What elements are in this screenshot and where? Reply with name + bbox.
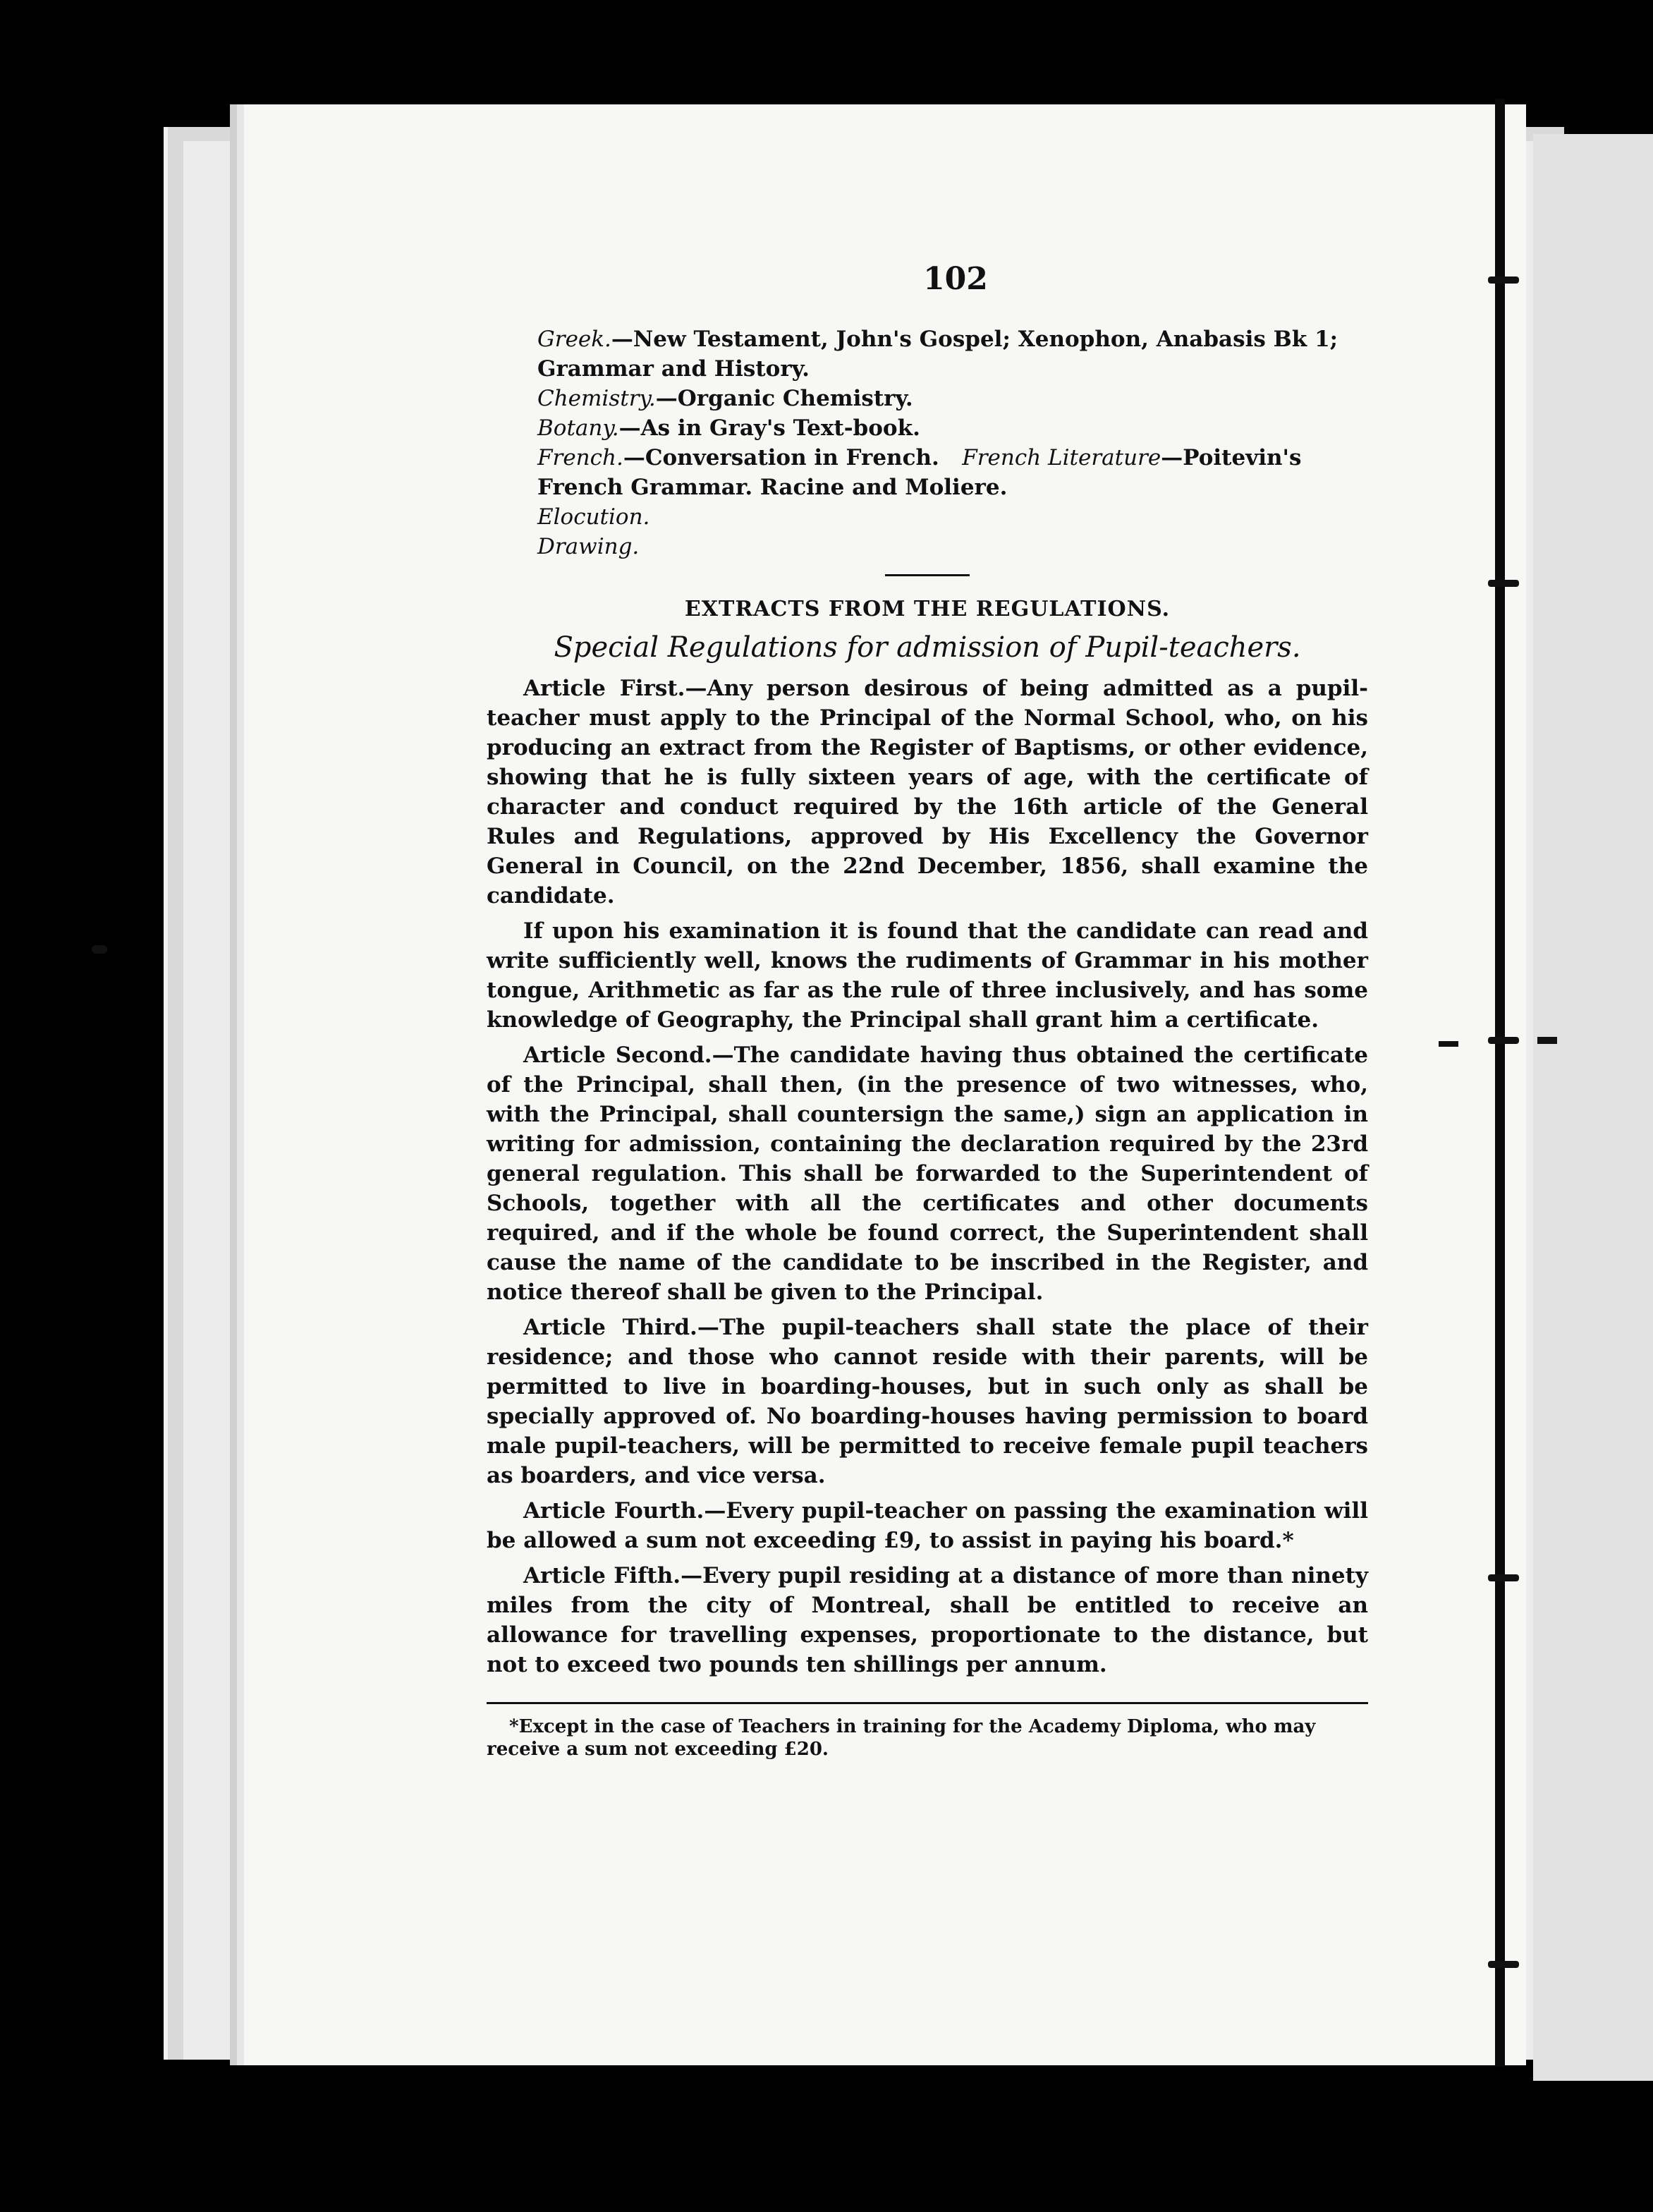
article-fifth: Article Fifth.—Every pupil residing at a distance of more than ninety miles from the city of Montreal, shall be entitled to receive an allowance for travelling expenses, proportionate to the distance, but not to exceed two pounds ten shillings per annum. bbox=[487, 1563, 1368, 1677]
course-text: —Organic Chemistry. bbox=[655, 386, 913, 411]
footnote: *Except in the case of Teachers in training for the Academy Diploma, who may receive a sum not exceeding £20. bbox=[487, 1716, 1316, 1760]
course-text: —Poitevin's French Grammar. Racine and Moliere. bbox=[537, 445, 1302, 500]
footnote-rule bbox=[487, 1702, 1368, 1704]
page-number: 102 bbox=[923, 261, 988, 297]
binding-stitch bbox=[1488, 1574, 1519, 1581]
course-text: —As in Gray's Text-book. bbox=[618, 415, 920, 441]
scan-speck bbox=[1537, 1037, 1557, 1044]
article-first: Article First.—Any person desirous of being admitted as a pupil-teacher must apply to the Principal of the Normal School, who, on his producing an extract from the Register of Baptisms, or other evidence, showing that he is fully sixteen years of age, with the certificate of character and conduct required by the 16th article of the General Rules and Regulations, approved by His Excellency the Governor General in Council, on the 22nd December, 1856, shall examine the candidate. bbox=[487, 676, 1368, 909]
course-text: —New Testament, John's Gospel; Xenophon, Anabasis Bk 1; Grammar and History. bbox=[537, 327, 1338, 382]
text-block bbox=[487, 324, 1368, 1761]
article-fourth: Article Fourth.—Every pupil-teacher on passing the examination will be allowed a sum not exceeding £9, to assist in paying his board.* bbox=[487, 1498, 1368, 1553]
course-subject: Greek. bbox=[537, 327, 611, 352]
course-subject: Elocution. bbox=[537, 504, 650, 530]
article-second: Article Second.—The candidate having thus obtained the certificate of the Principal, shall then, (in the presence of two witnesses, who, with the Principal, shall countersign the same,) sign an application in writing for admission, containing the declaration required by the 23rd general regulation. This shall be forwarded to the Superintendent of Schools, together with all the certificates and other documents required, and if the whole be found correct, the Superintendent shall cause the name of the candidate to be inscribed in the Register, and notice thereof shall be given to the Principal. bbox=[487, 1043, 1368, 1305]
course-subject: Drawing. bbox=[537, 534, 640, 559]
binding-stitch bbox=[1488, 580, 1519, 587]
course-botany bbox=[487, 413, 1368, 443]
binding-stitch bbox=[1488, 276, 1519, 284]
course-subject: French. bbox=[537, 445, 623, 470]
course-drawing bbox=[487, 532, 1368, 561]
binding-stitch bbox=[1488, 1961, 1519, 1968]
section-divider bbox=[885, 574, 970, 576]
scan-speck bbox=[1439, 1041, 1458, 1047]
facing-page bbox=[1533, 134, 1653, 2081]
scan-speck bbox=[92, 945, 107, 954]
course-subject: Chemistry. bbox=[537, 386, 656, 411]
article-first-continued: If upon his examination it is found that the candidate can read and write sufficiently well, knows the rudiments of Grammar in his mother tongue, Arithmetic as far as the rule of three inclusively, and has some knowledge of Geography, the Principal shall grant him a certificate. bbox=[487, 918, 1368, 1033]
course-french bbox=[487, 443, 1368, 502]
course-chemistry bbox=[487, 384, 1368, 413]
section-subheading: Special Regulations for admission of Pupil-teachers. bbox=[554, 631, 1301, 664]
binding-stitch bbox=[1488, 1037, 1519, 1044]
course-text: —Conversation in French. bbox=[623, 445, 939, 470]
course-subject: French Literature bbox=[962, 445, 1161, 470]
article-third: Article Third.—The pupil-teachers shall state the place of their residence; and those who cannot reside with their parents, will be permitted to live in boarding-houses, but in such only as shall be specially approved of. No boarding-houses having permission to board male pupil-teachers, will be permitted to receive female pupil teachers as boarders, and vice versa. bbox=[487, 1315, 1368, 1488]
course-greek bbox=[487, 324, 1368, 384]
course-elocution bbox=[487, 502, 1368, 532]
course-subject: Botany. bbox=[537, 415, 619, 441]
articles bbox=[487, 674, 1368, 1679]
section-heading: EXTRACTS FROM THE REGULATIONS. bbox=[684, 597, 1171, 621]
book-spine bbox=[1495, 99, 1505, 2067]
